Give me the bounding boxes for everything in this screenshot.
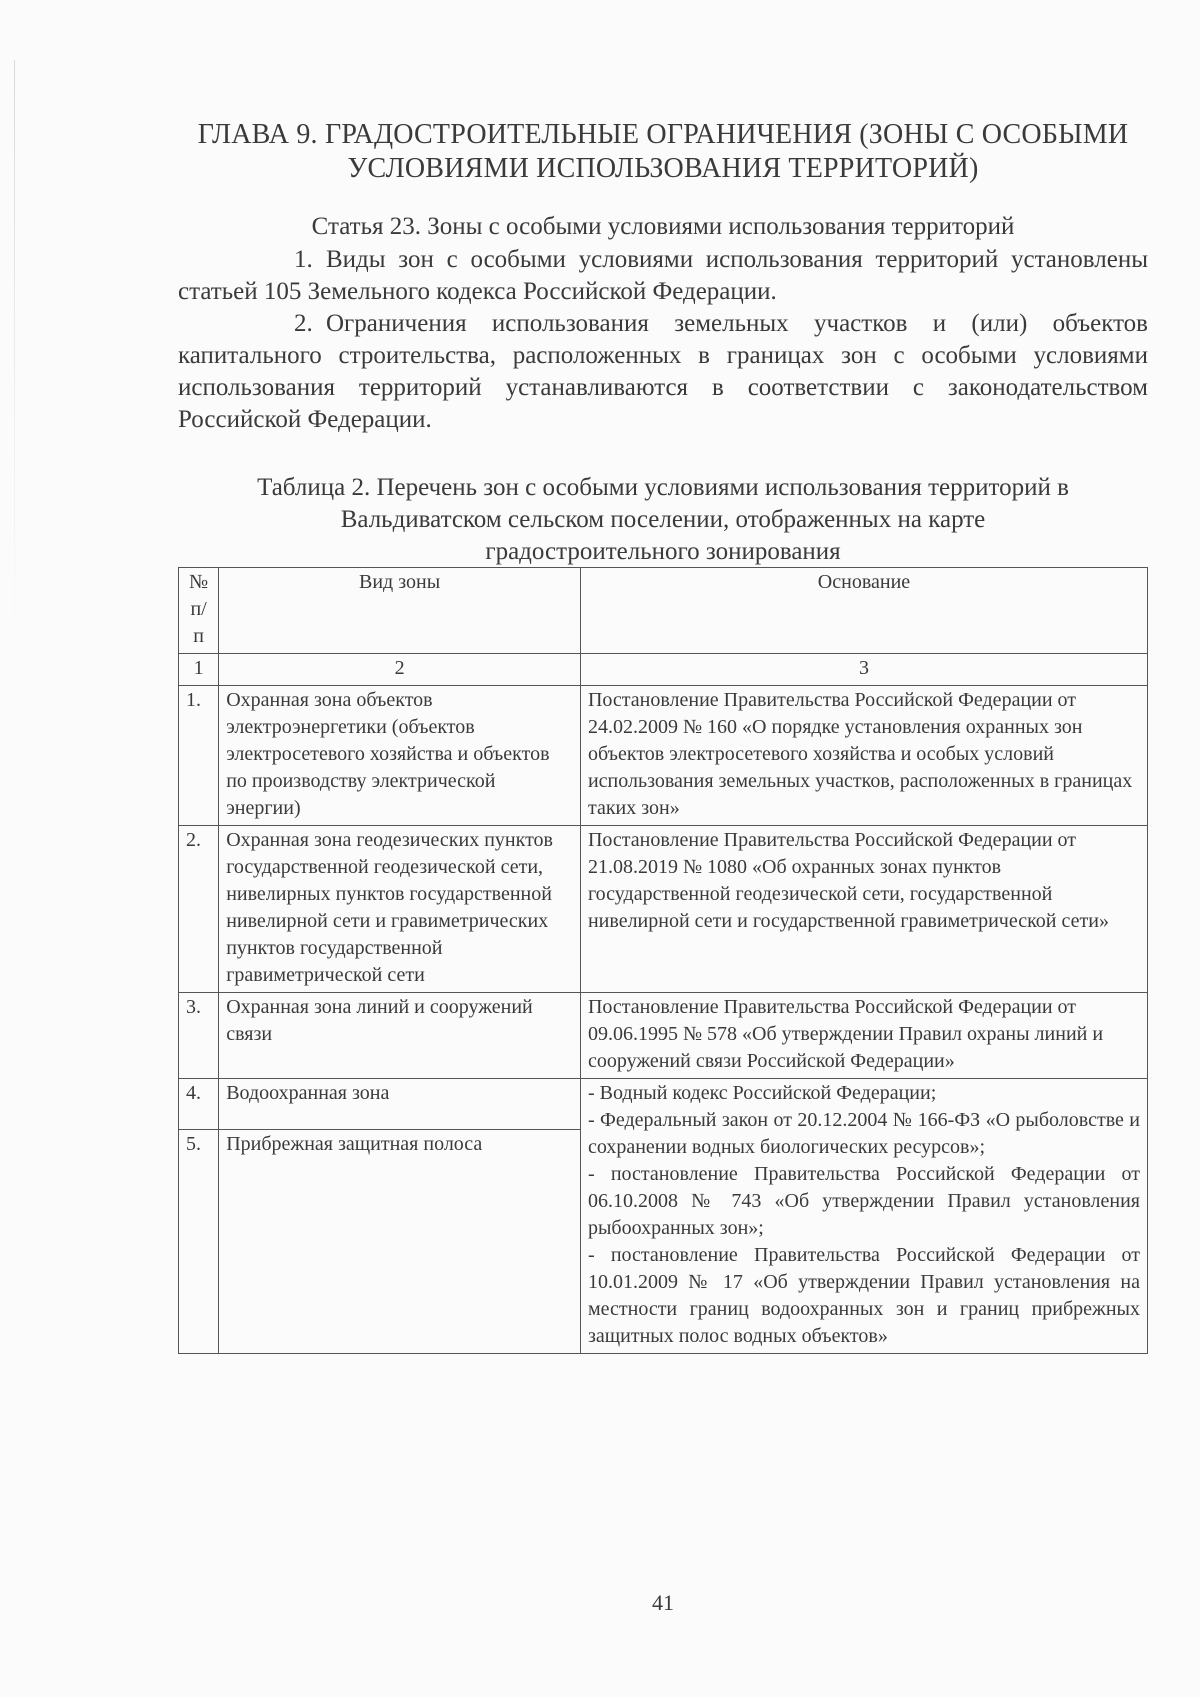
table-caption bbox=[178, 472, 1148, 568]
column-number-row bbox=[179, 654, 1148, 686]
row-zone-kind: Охранная зона линий и сооружений связи bbox=[219, 993, 581, 1079]
header-zone-kind: Вид зоны bbox=[219, 568, 581, 654]
row-basis: Постановление Правительства Российской Федерации от 21.08.2019 № 1080 «Об охранных зонах пунктов государственной геодезической сети, государственной нивелирной сети и государственной гравиметрической сети» bbox=[580, 826, 1147, 993]
paragraph-1 bbox=[178, 244, 1148, 308]
row-zone-kind: Водоохранная зона bbox=[219, 1079, 581, 1130]
row-zone-kind: Охранная зона геодезических пунктов государственной геодезической сети, нивелирных пунктов государственной нивелирной сети и гравиметрических пунктов государственной гравиметрической сети bbox=[219, 826, 581, 993]
paragraph-1-text: Виды зон с особыми условиями использования территорий установлены статьей 105 Земельного кодекса Российской Федерации. bbox=[178, 246, 1148, 305]
paragraph-2-text: Ограничения использования земельных участков и (или) объектов капитального строительства, расположенных в границах зон с особыми условиями использования территорий устанавливаются в соответствии с законодательством Российской Федерации. bbox=[178, 310, 1148, 433]
table-caption-line-2: Вальдиватском сельском поселении, отображенных на карте bbox=[340, 506, 986, 533]
table-row bbox=[179, 826, 1148, 993]
table-caption-line-3: градостроительного зонирования bbox=[485, 538, 841, 565]
paragraph-2 bbox=[178, 308, 1148, 436]
row-basis-shared bbox=[580, 1079, 1147, 1354]
table-row bbox=[179, 686, 1148, 826]
column-number-2: 2 bbox=[219, 654, 581, 686]
row-number: 3. bbox=[179, 993, 219, 1079]
row-zone-kind: Прибрежная защитная полоса bbox=[219, 1130, 581, 1354]
chapter-title bbox=[178, 118, 1148, 186]
table-caption-line-1: Таблица 2. Перечень зон с особыми условиями использования территорий в bbox=[257, 474, 1069, 501]
page-number: 41 bbox=[652, 1590, 674, 1615]
row-number: 4. bbox=[179, 1079, 219, 1130]
row-number: 2. bbox=[179, 826, 219, 993]
row-basis: Постановление Правительства Российской Федерации от 09.06.1995 № 578 «Об утверждении Правил охраны линий и сооружений связи Российской Федерации» bbox=[580, 993, 1147, 1079]
row-number: 5. bbox=[179, 1130, 219, 1354]
paragraph-2-number: 2. bbox=[294, 310, 313, 337]
column-number-3: 3 bbox=[580, 654, 1147, 686]
column-number-1: 1 bbox=[179, 654, 219, 686]
basis-item: - Федеральный закон от 20.12.2004 № 166-ФЗ «О рыболовстве и сохранении водных биологических ресурсов»; bbox=[587, 1109, 1140, 1158]
row-zone-kind: Охранная зона объектов электроэнергетики (объектов электросетевого хозяйства и объектов по производству электрической энергии) bbox=[219, 686, 581, 826]
zones-table bbox=[178, 567, 1148, 1354]
chapter-title-line-1: ГЛАВА 9. ГРАДОСТРОИТЕЛЬНЫЕ ОГРАНИЧЕНИЯ (ЗОНЫ С ОСОБЫМИ bbox=[197, 119, 1129, 150]
basis-item: - Водный кодекс Российской Федерации; bbox=[587, 1082, 937, 1104]
basis-item: - постановление Правительства Российской Федерации от 06.10.2008 № 743 «Об утверждении Правил установления рыбоохранных зон»; bbox=[587, 1163, 1140, 1239]
scan-edge-artifact bbox=[14, 60, 15, 660]
table-row bbox=[179, 993, 1148, 1079]
row-basis: Постановление Правительства Российской Федерации от 24.02.2009 № 160 «О порядке установления охранных зон объектов электросетевого хозяйства и особых условий использования земельных участков, расположенных в границах таких зон» bbox=[580, 686, 1147, 826]
table-header-row bbox=[179, 568, 1148, 654]
table-row bbox=[179, 1079, 1148, 1130]
basis-item: - постановление Правительства Российской Федерации от 10.01.2009 № 17 «Об утверждении Правил установления на местности границ водоохранных зон и границ прибрежных защитных полос водных объектов» bbox=[587, 1244, 1140, 1347]
chapter-title-line-2: УСЛОВИЯМИ ИСПОЛЬЗОВАНИЯ ТЕРРИТОРИЙ) bbox=[347, 153, 979, 184]
article-title: Статья 23. Зоны с особыми условиями использования территорий bbox=[311, 213, 1015, 240]
paragraph-1-number: 1. bbox=[294, 246, 313, 273]
header-number: № п/п bbox=[179, 568, 219, 654]
header-basis: Основание bbox=[580, 568, 1147, 654]
row-number: 1. bbox=[179, 686, 219, 826]
